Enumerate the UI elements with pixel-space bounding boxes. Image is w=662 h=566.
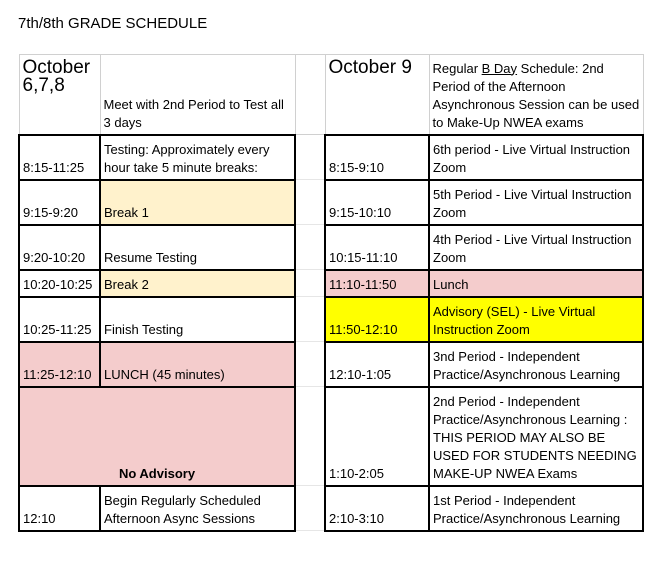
right-activity: 6th period - Live Virtual Instruction Zoom [429, 135, 643, 180]
right-time: 1:10-2:05 [325, 387, 429, 486]
right-date: October 9 [325, 55, 429, 135]
left-note: Meet with 2nd Period to Test all 3 days [100, 55, 295, 135]
schedule-row [19, 387, 643, 486]
schedule-row [19, 225, 643, 270]
left-activity: Testing: Approximately every hour take 5 minute breaks: [100, 135, 295, 180]
right-activity: 2nd Period - Independent Practice/Asynchronous Learning : THIS PERIOD MAY ALSO BE USED FOR STUDENTS NEEDING MAKE-UP NWEA Exams [429, 387, 643, 486]
schedule-row [19, 270, 643, 297]
schedule-row [19, 135, 643, 180]
right-activity: Lunch [429, 270, 643, 297]
schedule-row [19, 342, 643, 387]
right-time: 12:10-1:05 [325, 342, 429, 387]
gap-cell [295, 297, 325, 342]
right-time: 11:50-12:10 [325, 297, 429, 342]
left-activity: Resume Testing [100, 225, 295, 270]
right-activity: 3nd Period - Independent Practice/Asynchronous Learning [429, 342, 643, 387]
gap-cell [295, 135, 325, 180]
right-activity: 4th Period - Live Virtual Instruction Zoom [429, 225, 643, 270]
schedule-row [19, 180, 643, 225]
left-activity: Break 1 [100, 180, 295, 225]
schedule-row [19, 297, 643, 342]
right-activity: Advisory (SEL) - Live Virtual Instruction Zoom [429, 297, 643, 342]
schedule-row [19, 486, 643, 531]
left-time: 10:20-10:25 [19, 270, 100, 297]
left-time: 11:25-12:10 [19, 342, 100, 387]
schedule-table [18, 54, 644, 532]
gap-cell [295, 180, 325, 225]
right-time: 9:15-10:10 [325, 180, 429, 225]
right-time: 10:15-11:10 [325, 225, 429, 270]
gap-cell [295, 387, 325, 486]
gap-cell [295, 342, 325, 387]
right-activity: 1st Period - Independent Practice/Asynchronous Learning [429, 486, 643, 531]
left-time: 9:20-10:20 [19, 225, 100, 270]
no-advisory-cell: No Advisory [19, 387, 295, 486]
right-note: Regular B Day Schedule: 2nd Period of the Afternoon Asynchronous Session can be used to Make-Up NWEA exams [429, 55, 643, 135]
left-activity: Break 2 [100, 270, 295, 297]
gap-cell [295, 225, 325, 270]
left-time: 10:25-11:25 [19, 297, 100, 342]
gap-cell [295, 55, 325, 135]
left-date: October 6,7,8 [19, 55, 100, 135]
left-time: 12:10 [19, 486, 100, 531]
right-time: 8:15-9:10 [325, 135, 429, 180]
left-activity: Begin Regularly Scheduled Afternoon Async Sessions [100, 486, 295, 531]
left-time: 8:15-11:25 [19, 135, 100, 180]
header-row [19, 55, 643, 135]
left-time: 9:15-9:20 [19, 180, 100, 225]
page-title: 7th/8th GRADE SCHEDULE [18, 15, 208, 32]
right-time: 2:10-3:10 [325, 486, 429, 531]
gap-cell [295, 486, 325, 531]
right-time: 11:10-11:50 [325, 270, 429, 297]
right-activity: 5th Period - Live Virtual Instruction Zoom [429, 180, 643, 225]
gap-cell [295, 270, 325, 297]
left-activity: LUNCH (45 minutes) [100, 342, 295, 387]
left-activity: Finish Testing [100, 297, 295, 342]
